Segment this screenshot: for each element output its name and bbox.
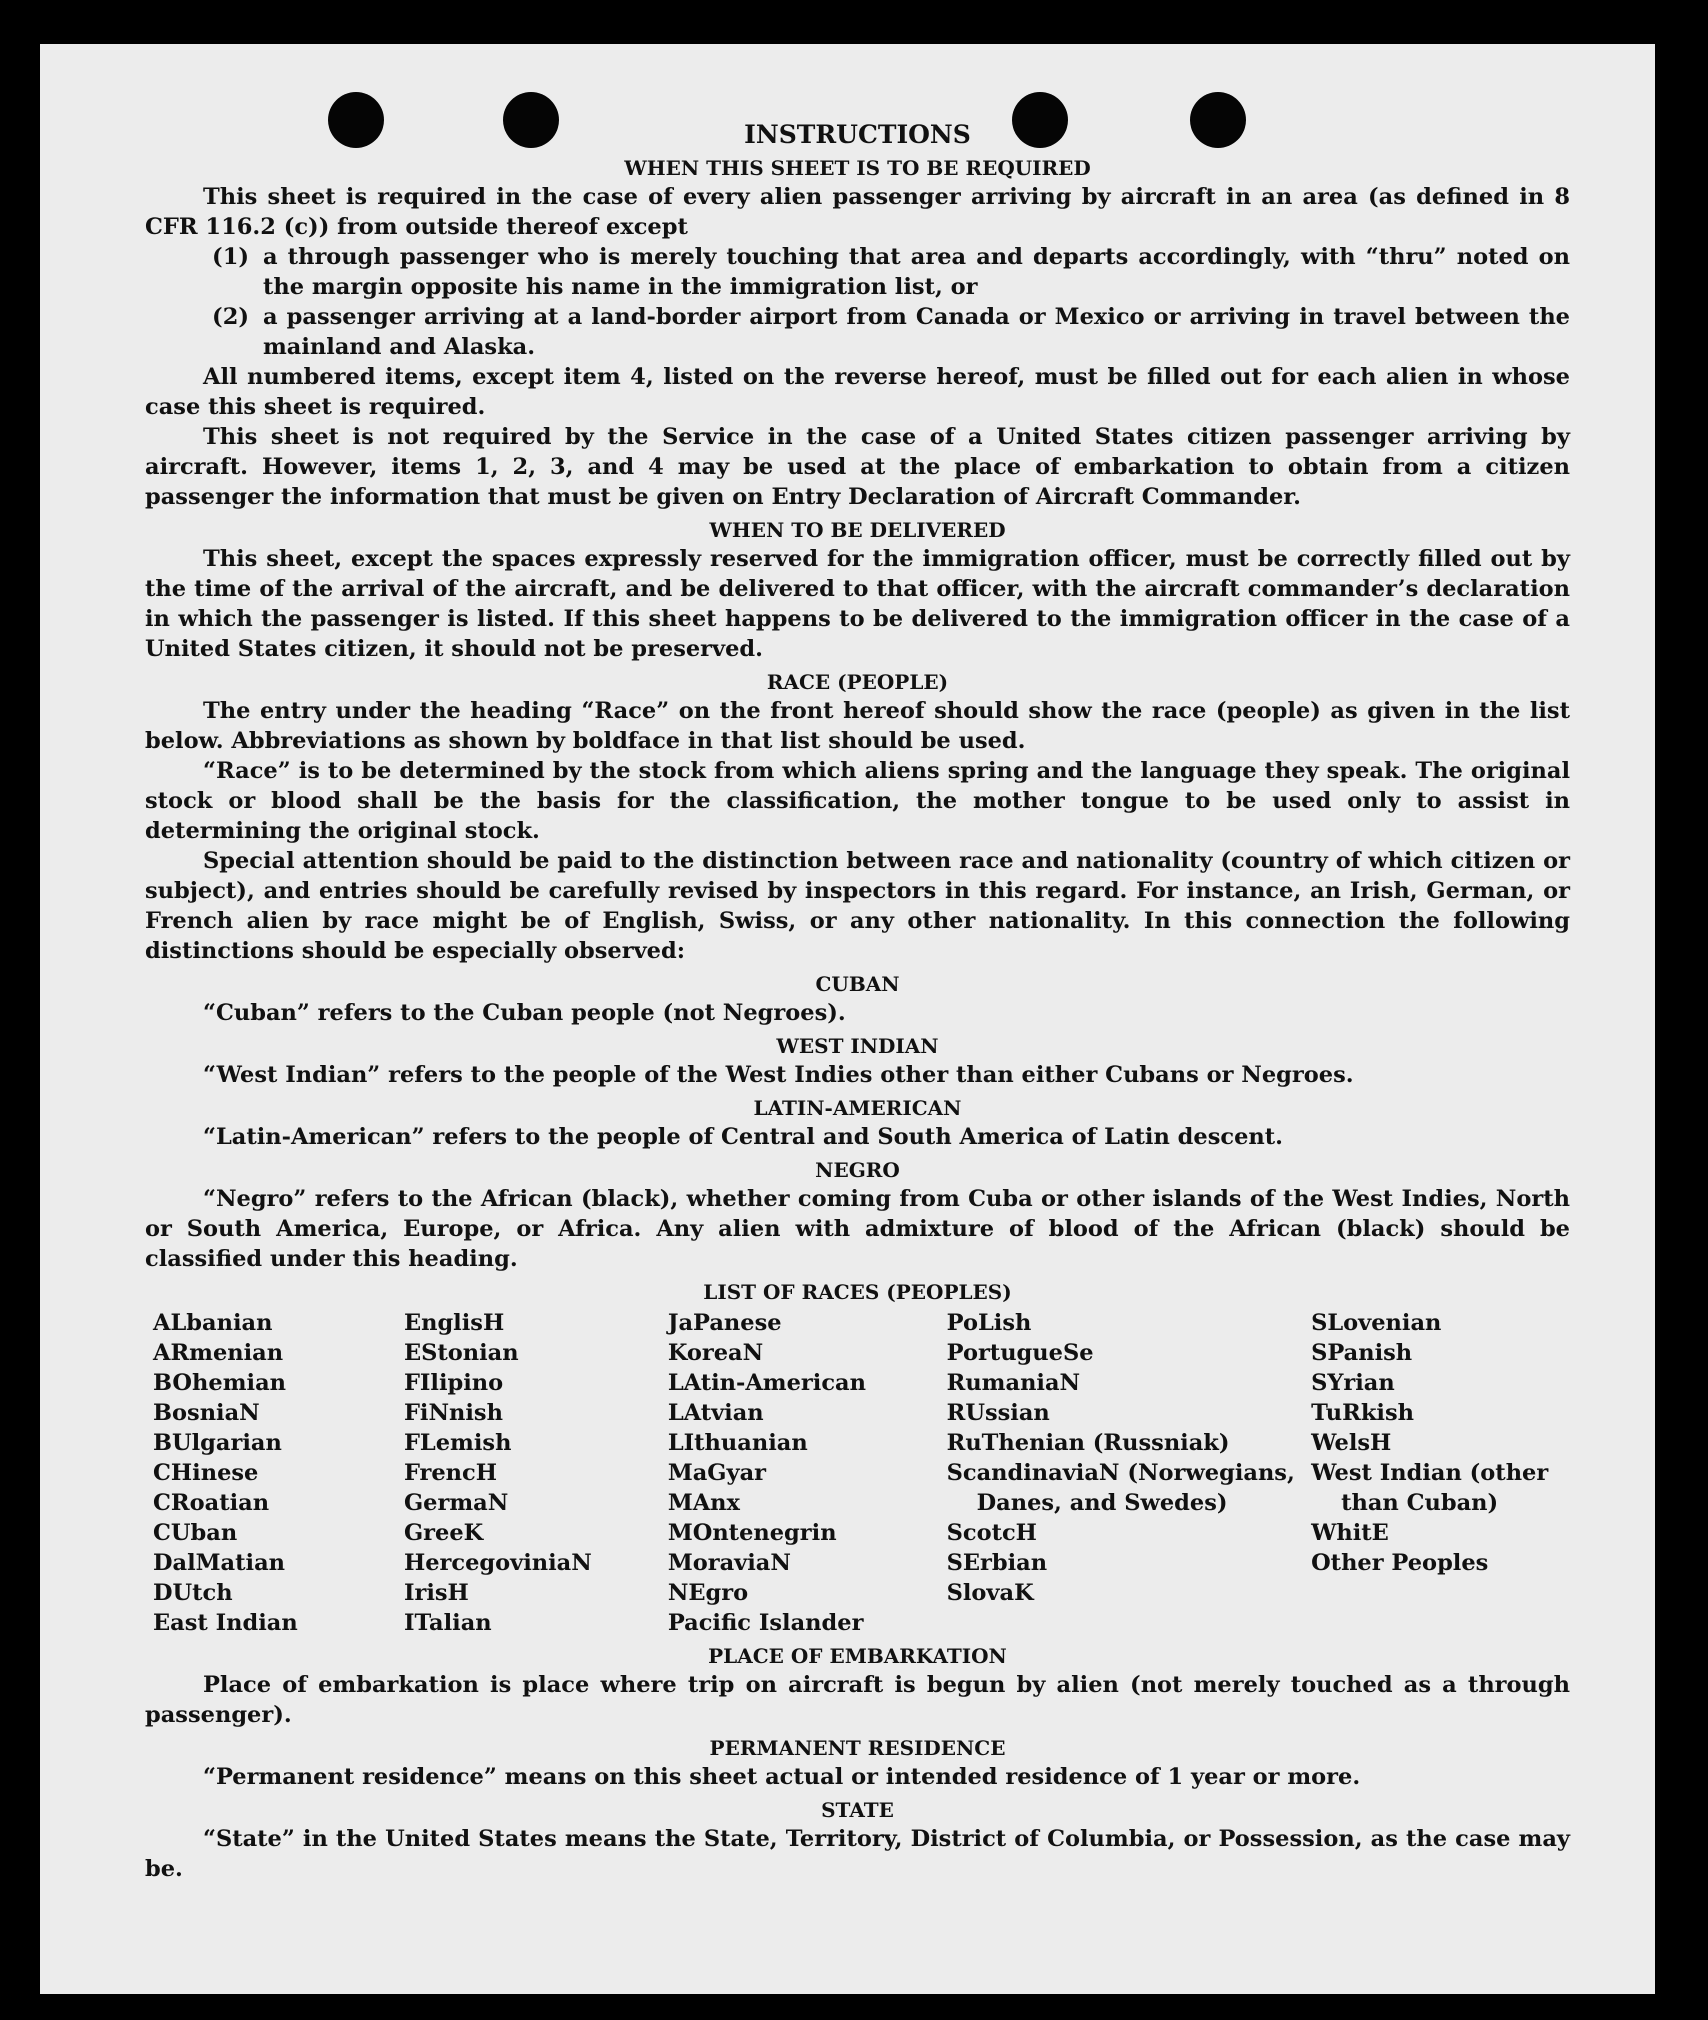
race-entry: CRoatian [153, 1490, 270, 1516]
race-entry: WhitE [1311, 1520, 1389, 1546]
race-entry: Other Peoples [1311, 1550, 1489, 1576]
race-entry: LIthuanian [667, 1430, 808, 1456]
paragraph: “Race” is to be determined by the stock from which aliens spring and the language they speak. The original stock or blood shall be the basis for the classification, the mother tongue to be used only to assist in determining the original stock. [145, 758, 1570, 844]
race-entry: BOhemian [153, 1370, 287, 1396]
item-text: a through passenger who is merely touching that area and departs accordingly, with “thru” noted on the margin opposite his name in the immigration list, or [263, 244, 1570, 300]
race-column [1311, 1308, 1570, 1638]
paragraph: The entry under the heading “Race” on the front hereof should show the race (people) as given in the list below. Abbreviations as shown by boldface in that list should be used. [145, 698, 1570, 754]
race-entry: MoraviaN [667, 1550, 791, 1576]
section-heading: PERMANENT RESIDENCE [709, 1736, 1006, 1760]
race-entry: FrencH [403, 1460, 498, 1486]
section-heading: WEST INDIAN [776, 1034, 939, 1058]
race-entry: JaPanese [667, 1310, 782, 1336]
race-entry: BUlgarian [153, 1430, 282, 1456]
race-entry: DUtch [153, 1580, 233, 1606]
paragraph: “West Indian” refers to the people of the West Indies other than either Cubans or Negroes. [203, 1062, 1354, 1088]
race-entry: SlovaK [946, 1580, 1034, 1606]
race-entry: GreeK [403, 1520, 484, 1546]
paragraph: “Permanent residence” means on this sheet actual or intended residence of 1 year or more. [203, 1764, 1361, 1790]
race-column [404, 1308, 668, 1638]
paragraph: Place of embarkation is place where trip on aircraft is begun by alien (not merely touched as a through passenger). [145, 1672, 1570, 1728]
section-heading: RACE (PEOPLE) [766, 670, 949, 694]
race-entry: GermaN [403, 1490, 509, 1516]
paragraph: “State” in the United States means the State, Territory, District of Columbia, or Possession, as the case may be. [145, 1826, 1570, 1882]
race-entry: SPanish [1311, 1340, 1413, 1366]
race-entry: DalMatian [153, 1550, 286, 1576]
race-entry: KoreaN [667, 1340, 764, 1366]
paragraph: Special attention should be paid to the distinction between race and nationality (country of which citizen or subject), and entries should be carefully revised by inspectors in this regard. For instance, an Irish, German, or French alien by race might be of English, Swiss, or any other nationality. In this connection the following distinctions should be especially observed: [145, 848, 1570, 964]
race-entry: CHinese [153, 1460, 259, 1486]
section-heading: WHEN TO BE DELIVERED [709, 518, 1006, 542]
item-number: (1) [212, 244, 249, 270]
race-entry: Pacific Islander [667, 1610, 864, 1636]
race-entry: CUban [153, 1520, 238, 1546]
document-sheet [40, 44, 1655, 1994]
race-entry: SErbian [946, 1550, 1048, 1576]
item-text: a passenger arriving at a land-border airport from Canada or Mexico or arriving in travel between the mainland and Alaska. [263, 304, 1570, 360]
race-entry: SYrian [1311, 1370, 1395, 1396]
paragraph: “Latin-American” refers to the people of Central and South America of Latin descent. [203, 1124, 1283, 1150]
race-entry: SLovenian [1311, 1310, 1442, 1336]
section-heading: STATE [821, 1798, 894, 1822]
race-entry: WelsH [1311, 1430, 1392, 1456]
item-number: (2) [212, 304, 249, 330]
race-entry: East Indian [153, 1610, 298, 1636]
race-entry: FIlipino [403, 1370, 504, 1396]
paragraph: This sheet is not required by the Service in the case of a United States citizen passenger arriving by aircraft. However, items 1, 2, 3, and 4 may be used at the place of embarkation to obtain from a citizen passenger the information that must be given on Entry Declaration of Aircraft Commander. [145, 424, 1570, 510]
race-entry: West Indian (other than Cuban) [1311, 1460, 1549, 1516]
race-entry: ScandinaviaN (Norwegians, Danes, and Swedes) [946, 1460, 1295, 1516]
paragraph: This sheet, except the spaces expressly reserved for the immigration officer, must be correctly filled out by the time of the arrival of the aircraft, and be delivered to that officer, with the aircraft commander’s declaration in which the passenger is listed. If this sheet happens to be delivered to the immigration officer in the case of a United States citizen, it should not be preserved. [145, 546, 1570, 662]
race-entry: TuRkish [1311, 1400, 1414, 1426]
race-entry: LAtin-American [667, 1370, 866, 1396]
list-item [145, 242, 1570, 302]
race-entry: BosniaN [153, 1400, 260, 1426]
race-column [668, 1308, 947, 1638]
race-entry: MAnx [667, 1490, 740, 1516]
race-entry: HercegoviniaN [403, 1550, 592, 1576]
section-heading: WHEN THIS SHEET IS TO BE REQUIRED [624, 156, 1091, 180]
section-heading: NEGRO [815, 1158, 900, 1182]
race-entry: ITalian [403, 1610, 492, 1636]
list-item [145, 302, 1570, 362]
race-entry: EnglisH [403, 1310, 505, 1336]
section-heading: PLACE OF EMBARKATION [708, 1644, 1007, 1668]
paragraph: “Cuban” refers to the Cuban people (not Negroes). [203, 1000, 846, 1026]
race-entry: FLemish [403, 1430, 512, 1456]
section-heading: LIST OF RACES (PEOPLES) [703, 1280, 1012, 1304]
race-entry: ARmenian [153, 1340, 284, 1366]
paragraph: This sheet is required in the case of every alien passenger arriving by aircraft in an area (as defined in 8 CFR 116.2 (c)) from outside thereof except [145, 184, 1570, 240]
race-entry: PoLish [946, 1310, 1032, 1336]
race-entry: ALbanian [153, 1310, 273, 1336]
race-entry: MaGyar [667, 1460, 767, 1486]
race-entry: EStonian [403, 1340, 519, 1366]
race-entry: RUssian [946, 1400, 1050, 1426]
race-entry: MOntenegrin [667, 1520, 837, 1546]
race-entry: ScotcH [946, 1520, 1037, 1546]
race-list [145, 1308, 1570, 1638]
race-entry: PortugueSe [946, 1340, 1094, 1366]
section-heading: LATIN-AMERICAN [753, 1096, 962, 1120]
race-column [947, 1308, 1311, 1638]
race-entry: RumaniaN [946, 1370, 1081, 1396]
instructions-content [145, 120, 1570, 1884]
race-column [145, 1308, 404, 1638]
paragraph: All numbered items, except item 4, listed on the reverse hereof, must be filled out for each alien in whose case this sheet is required. [145, 364, 1570, 420]
race-entry: IrisH [403, 1580, 469, 1606]
paragraph: “Negro” refers to the African (black), whether coming from Cuba or other islands of the West Indies, North or South America, Europe, or Africa. Any alien with admixture of blood of the African (black) should be classified under this heading. [145, 1186, 1570, 1272]
race-entry: NEgro [667, 1580, 749, 1606]
race-entry: FiNnish [403, 1400, 503, 1426]
race-entry: RuThenian (Russniak) [946, 1430, 1230, 1456]
page-title: INSTRUCTIONS [744, 120, 971, 149]
section-heading: CUBAN [815, 972, 900, 996]
race-entry: LAtvian [667, 1400, 764, 1426]
